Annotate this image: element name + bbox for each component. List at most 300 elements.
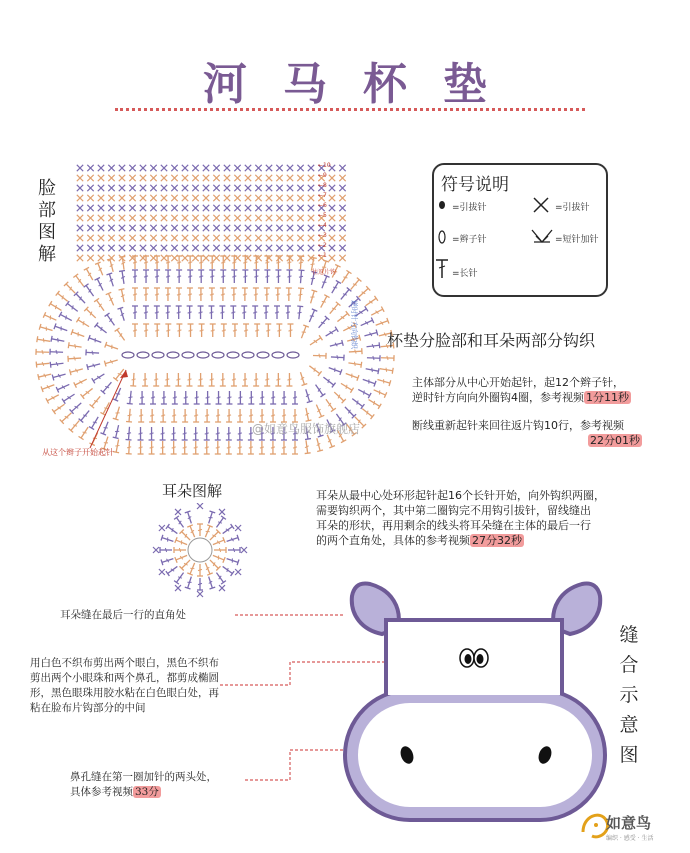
ear-line-1: 耳朵从最中心处环形起针起16个长针开始，向外钩织两圈，	[316, 489, 605, 502]
round-stitch	[275, 288, 281, 301]
round-stitch	[79, 425, 91, 439]
x-cross-icon	[534, 198, 548, 212]
round-stitch	[160, 409, 166, 422]
nose-note-2-wrap	[70, 785, 270, 800]
round-stitch	[292, 441, 298, 454]
round-stitch-bar	[195, 397, 199, 398]
row-stitch	[87, 185, 93, 191]
round-stitch-bar	[221, 262, 225, 263]
round-stitch-top	[119, 256, 125, 257]
row-stitch	[119, 195, 125, 201]
row-stitch	[98, 195, 104, 201]
row-stitch	[234, 215, 240, 221]
row-stitch	[161, 225, 167, 231]
ear-stitch-inner-bar	[179, 548, 180, 552]
round-stitch	[313, 353, 326, 359]
round-stitch-bar	[172, 415, 176, 416]
round-stitch-bar	[177, 262, 181, 263]
row-stitch	[224, 225, 230, 231]
row-stitch	[140, 245, 146, 251]
body-line-1: 主体部分从中心开始起针，起12个辫子针，	[412, 376, 624, 389]
round-stitch	[176, 288, 182, 301]
round-stitch-top	[389, 380, 391, 386]
round-stitch	[205, 391, 211, 404]
round-stitch	[270, 391, 276, 404]
chain-stitch	[287, 352, 299, 358]
row-stitch	[224, 195, 230, 201]
round-stitch-bar	[265, 276, 269, 277]
round-stitch-top	[84, 284, 89, 287]
round-stitch	[187, 270, 193, 283]
row-stitch	[182, 225, 188, 231]
round-stitch	[92, 371, 106, 383]
row-stitch	[245, 245, 251, 251]
row-stitch	[203, 235, 209, 241]
round-stitch	[364, 330, 378, 339]
round-stitch-top	[359, 335, 361, 341]
round-stitch	[154, 256, 160, 269]
row-stitch	[213, 225, 219, 231]
row-stitch	[276, 195, 282, 201]
round-stitch	[208, 306, 214, 319]
round-stitch	[132, 288, 138, 301]
round-stitch-bar	[183, 415, 187, 416]
round-stitch	[220, 256, 226, 269]
round-stitch	[139, 391, 145, 404]
round-stitch	[160, 441, 166, 454]
round-stitch	[314, 437, 323, 451]
chain-oval-icon	[439, 231, 445, 243]
round-stitch	[187, 288, 193, 301]
row-stitch	[140, 215, 146, 221]
round-stitch	[210, 324, 216, 337]
round-stitch-top	[342, 340, 343, 346]
round-stitch-bar	[232, 262, 236, 263]
ear-stitch-outer	[226, 535, 239, 544]
round-stitch	[372, 387, 386, 398]
chain-stitch	[227, 352, 239, 358]
round-stitch	[259, 441, 265, 454]
nose-note-2: 具体参考视频	[70, 786, 133, 798]
chain-stitch	[242, 352, 254, 358]
round-stitch	[74, 376, 88, 387]
round-stitch	[237, 409, 243, 422]
row-stitch	[245, 195, 251, 201]
round-stitch-bar	[139, 447, 143, 448]
ear-stitch-outer-top	[237, 560, 239, 566]
round-stitch	[230, 306, 236, 319]
row-stitch	[329, 225, 335, 231]
round-stitch	[357, 387, 371, 398]
row-stitch	[140, 205, 146, 211]
round-stitch	[56, 291, 70, 304]
row-stitch	[266, 195, 272, 201]
ear-line-3: 耳朵的形状，再用剩余的线头将耳朵缝在主体的最后一行	[316, 519, 591, 532]
row-stitch	[182, 195, 188, 201]
row-stitch	[129, 175, 135, 181]
round-stitch	[359, 317, 373, 328]
round-stitch	[106, 292, 117, 306]
round-stitch	[46, 392, 60, 403]
round-stitch	[375, 318, 389, 328]
ear-diagram-title: 耳朵图解	[162, 482, 223, 500]
round-stitch	[314, 403, 325, 417]
video-ref-1: 1分11秒	[586, 391, 629, 404]
row-stitch	[108, 245, 114, 251]
round-stitch	[253, 270, 259, 283]
row-stitch	[129, 165, 135, 171]
row-stitch	[129, 235, 135, 241]
row-number: ←8	[318, 182, 327, 189]
round-stitch-bar	[188, 379, 192, 380]
round-stitch	[187, 256, 193, 269]
round-stitch-bar	[276, 262, 280, 263]
round-stitch-bar	[155, 330, 159, 331]
round-stitch	[69, 366, 83, 375]
row-stitch	[308, 205, 314, 211]
row-stitch	[234, 235, 240, 241]
round-stitch-bar	[233, 330, 237, 331]
round-stitch-bar	[265, 294, 269, 295]
round-stitch-top	[113, 452, 119, 453]
round-stitch-top	[106, 273, 112, 275]
row-stitch	[297, 175, 303, 181]
round-stitch-bar	[188, 262, 192, 263]
ear-edge-stitch	[235, 525, 241, 531]
round-stitch-bar	[221, 294, 225, 295]
row-stitch	[140, 165, 146, 171]
row-stitch	[119, 175, 125, 181]
round-stitch-top	[104, 361, 106, 367]
row-stitch	[255, 215, 261, 221]
row-stitch	[234, 175, 240, 181]
round-stitch-top	[376, 330, 378, 336]
row-stitch	[182, 185, 188, 191]
row-stitch	[150, 225, 156, 231]
row-stitch	[161, 235, 167, 241]
round-stitch	[160, 427, 166, 440]
row-stitch	[266, 245, 272, 251]
round-stitch-top	[305, 453, 311, 454]
round-stitch-bar	[199, 262, 203, 263]
ear-edge-stitch	[159, 525, 165, 531]
round-stitch	[49, 301, 63, 313]
round-stitch	[366, 342, 380, 349]
chain-stitch	[197, 352, 209, 358]
round-stitch-bar	[206, 397, 210, 398]
seam-diagram-title: 缝合示意图	[619, 624, 639, 766]
round-stitch-bar	[293, 397, 297, 398]
round-stitch	[132, 324, 138, 337]
round-stitch-top	[117, 307, 123, 309]
round-stitch	[95, 262, 105, 276]
round-stitch	[54, 323, 68, 333]
round-stitch	[286, 256, 292, 269]
row-number: ←3	[318, 232, 327, 239]
round-stitch-top	[323, 260, 329, 262]
row-stitch	[192, 195, 198, 201]
round-stitch	[297, 256, 304, 269]
round-stitch-bar	[238, 415, 242, 416]
round-stitch-top	[311, 290, 317, 292]
round-stitch	[343, 405, 356, 419]
round-stitch	[231, 288, 237, 301]
row-stitch	[171, 185, 177, 191]
round-stitch-bar	[232, 379, 236, 380]
row-stitch	[182, 165, 188, 171]
row-stitch	[87, 195, 93, 201]
round-stitch-top	[127, 403, 133, 404]
round-stitch	[381, 355, 394, 361]
chain-stitch	[122, 352, 134, 358]
round-stitch	[199, 324, 205, 337]
round-stitch-bar	[166, 294, 170, 295]
round-stitch-bar	[211, 330, 215, 331]
round-stitch	[86, 349, 99, 356]
round-stitch-bar	[243, 262, 247, 263]
round-stitch	[113, 387, 124, 401]
row-stitch	[297, 185, 303, 191]
round-stitch	[286, 288, 292, 301]
watermark: @如意鸟服饰旗舰店	[252, 422, 361, 436]
round-stitch-bar	[221, 276, 225, 277]
row-stitch	[255, 175, 261, 181]
round-stitch	[105, 342, 119, 352]
round-stitch	[36, 349, 49, 355]
round-stitch	[219, 306, 225, 319]
row-stitch	[171, 195, 177, 201]
round-stitch-top	[50, 362, 51, 368]
row-stitch	[297, 245, 303, 251]
row-stitch	[329, 235, 335, 241]
round-stitch-bar	[373, 356, 374, 360]
row-stitch	[339, 205, 345, 211]
round-stitch-bar	[133, 330, 137, 331]
round-stitch	[171, 409, 177, 422]
round-stitch	[348, 360, 362, 368]
round-stitch	[138, 427, 144, 440]
round-stitch-bar	[155, 262, 159, 263]
round-stitch-bar	[194, 447, 198, 448]
row-stitch	[276, 235, 282, 241]
round-stitch-bar	[249, 447, 253, 448]
round-stitch-top	[36, 362, 37, 368]
round-stitch	[188, 324, 194, 337]
round-stitch-bar	[222, 330, 226, 331]
round-stitch	[95, 277, 106, 291]
row-stitch	[192, 165, 198, 171]
round-stitch-bar	[232, 294, 236, 295]
row-stitch	[87, 245, 93, 251]
row-stitch	[129, 195, 135, 201]
row-stitch	[182, 235, 188, 241]
row-stitch	[129, 245, 135, 251]
round-stitch	[149, 441, 155, 454]
round-stitch	[329, 340, 343, 349]
ear-center-ring	[188, 538, 212, 562]
round-stitch-bar	[217, 397, 221, 398]
round-stitch-bar	[227, 447, 231, 448]
round-stitch	[242, 373, 248, 386]
round-stitch	[176, 270, 182, 283]
round-stitch	[231, 373, 237, 386]
round-stitch	[74, 292, 87, 306]
brand-logo: 如意鸟	[606, 814, 652, 832]
chain-stitch	[137, 352, 149, 358]
row-stitch	[98, 255, 104, 261]
row-stitch	[329, 195, 335, 201]
round-stitch	[132, 306, 138, 319]
round-stitch	[367, 355, 380, 361]
row-stitch	[192, 255, 198, 261]
row-stitch	[245, 235, 251, 241]
row-stitch	[308, 185, 314, 191]
round-stitch	[285, 306, 291, 319]
round-stitch	[324, 327, 338, 339]
row-stitch	[77, 235, 83, 241]
round-stitch-bar	[249, 415, 253, 416]
round-stitch-bar	[293, 415, 297, 416]
round-stitch	[322, 375, 336, 388]
round-stitch	[161, 391, 167, 404]
row-stitch	[276, 205, 282, 211]
round-stitch	[119, 271, 127, 285]
row-stitch	[276, 175, 282, 181]
round-stitch	[226, 441, 232, 454]
ear-stitch-inner-bar	[198, 529, 202, 530]
row-stitch	[161, 245, 167, 251]
round-stitch-bar	[199, 276, 203, 277]
row-stitch	[266, 235, 272, 241]
round-stitch	[231, 256, 237, 269]
ear-stitch-outer-top	[185, 511, 191, 513]
round-stitch-bar	[254, 276, 258, 277]
round-stitch	[132, 270, 138, 283]
round-stitch-top	[305, 439, 311, 440]
row-stitch	[276, 225, 282, 231]
row-stitch	[287, 165, 293, 171]
row-stitch	[339, 255, 345, 261]
round-stitch	[182, 409, 188, 422]
row-stitch	[276, 185, 282, 191]
row-stitch	[308, 245, 314, 251]
round-stitch-bar	[199, 294, 203, 295]
row-number: ←7	[318, 192, 327, 199]
round-stitch	[154, 288, 160, 301]
round-stitch-top	[126, 421, 132, 422]
round-stitch	[126, 409, 133, 422]
row-stitch	[213, 195, 219, 201]
round-stitch-bar	[216, 415, 220, 416]
round-stitch	[127, 390, 134, 404]
round-stitch-bar	[260, 447, 264, 448]
row-stitch	[224, 215, 230, 221]
round-stitch-bar	[199, 312, 203, 313]
rectangle-rows	[77, 165, 346, 261]
round-stitch	[276, 324, 282, 337]
row-stitch	[150, 245, 156, 251]
round-stitch-top	[113, 418, 119, 420]
row-stitch	[287, 205, 293, 211]
round-stitch	[313, 383, 325, 397]
round-stitch	[303, 440, 311, 454]
round-stitch	[182, 441, 188, 454]
round-stitch	[90, 394, 103, 408]
chain-stitch	[272, 352, 284, 358]
row-stitch	[140, 185, 146, 191]
round-stitch-bar	[260, 415, 264, 416]
eyes-note	[30, 656, 280, 716]
row-number: ←6	[318, 202, 327, 209]
round-stitch	[94, 298, 106, 312]
row-stitch	[329, 255, 335, 261]
legend-label-cross: =引拔针	[555, 203, 590, 213]
round-stitch-top	[107, 258, 113, 260]
chain-stitch	[182, 352, 194, 358]
ear-stitch-outer	[221, 524, 234, 536]
round-stitch	[345, 371, 359, 381]
row-stitch	[287, 225, 293, 231]
ear-stitch-inner	[174, 547, 186, 553]
round-stitch	[62, 392, 76, 404]
round-stitch-bar	[238, 433, 242, 434]
row-stitch	[213, 185, 219, 191]
round-stitch	[198, 256, 204, 269]
row-stitch	[171, 165, 177, 171]
round-stitch	[253, 373, 259, 386]
row-stitch	[119, 185, 125, 191]
ear-edge-stitch	[175, 509, 181, 515]
body-line-2-wrap	[412, 390, 682, 405]
ear-stitch-outer	[226, 556, 239, 565]
round-stitch-bar	[42, 350, 43, 354]
round-stitch	[165, 324, 171, 337]
row-stitch	[224, 185, 230, 191]
row-stitch	[87, 175, 93, 181]
row-stitch	[77, 185, 83, 191]
row-stitch	[98, 185, 104, 191]
legend-label-slip: =引拔针	[452, 203, 487, 213]
chain-stitch	[212, 352, 224, 358]
double-x-icon	[532, 230, 552, 242]
round-stitch-bar	[162, 397, 166, 398]
round-stitch	[41, 382, 55, 392]
round-stitch-bar	[254, 262, 258, 263]
round-stitch-bar	[155, 312, 159, 313]
ear-stitch-outer	[228, 547, 240, 553]
ear-stitch-inner-bar	[219, 548, 220, 552]
round-stitch-bar	[133, 276, 137, 277]
ear-stitch-outer-top	[161, 535, 163, 541]
round-stitch	[357, 286, 371, 299]
row-stitch	[119, 225, 125, 231]
slip-stitch-dot-icon	[439, 201, 445, 209]
round-stitch	[172, 391, 178, 404]
row-stitch	[213, 205, 219, 211]
round-stitch	[253, 288, 259, 301]
round-stitch-top	[87, 364, 88, 370]
round-stitch	[84, 284, 96, 298]
round-stitch-bar	[276, 294, 280, 295]
row-stitch	[329, 215, 335, 221]
row-stitch	[119, 235, 125, 241]
round-stitch	[209, 256, 215, 269]
round-stitch	[187, 306, 193, 319]
round-stitch	[84, 267, 96, 281]
row-stitch	[234, 195, 240, 201]
round-stitch	[198, 270, 204, 283]
row-stitch	[119, 205, 125, 211]
